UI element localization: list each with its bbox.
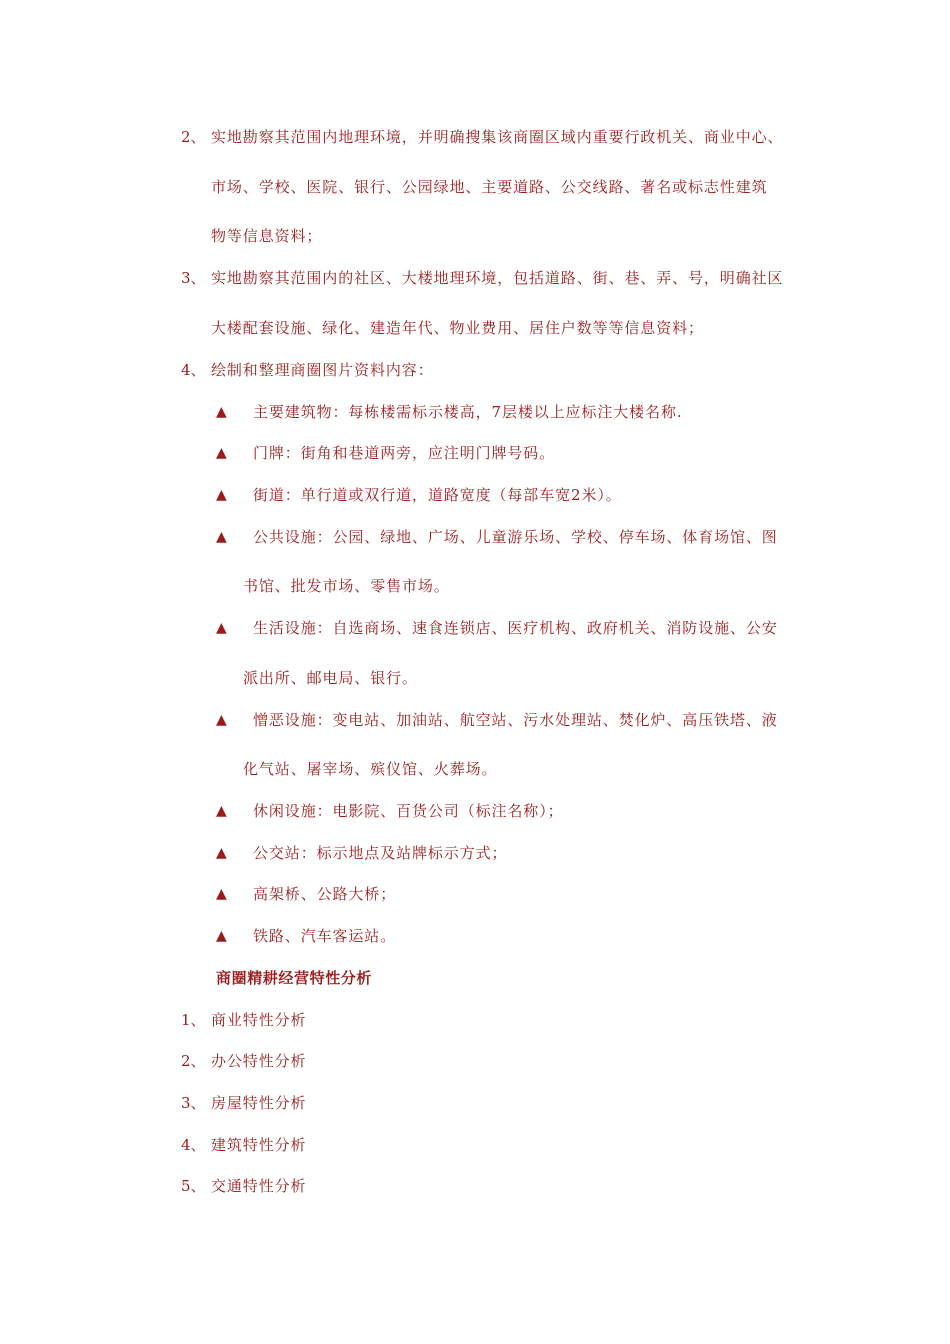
triangle-bullet-icon: ▲ [216,886,227,902]
bullet-text: 化气站、屠宰场、殡仪馆、火葬场。 [243,760,498,778]
bullet-text: 公交站：标示地点及站牌标示方式； [253,844,508,862]
bullet-text: 生活设施：自选商场、速食连锁店、医疗机构、政府机关、消防设施、公安 [253,619,778,637]
list-item-text: 实地勘察其范围内地理环境，并明确搜集该商圈区域内重要行政机关、商业中心、 [211,128,784,146]
analysis-text: 房屋特性分析 [211,1094,307,1112]
list-number: 5、 [181,1177,206,1195]
triangle-bullet-icon: ▲ [216,620,227,636]
list-number: 4、 [181,1136,206,1154]
list-number: 3、 [181,1094,206,1112]
triangle-bullet-icon: ▲ [216,712,227,728]
triangle-bullet-icon: ▲ [216,404,227,420]
bullet-text: 铁路、汽车客运站。 [253,927,397,945]
analysis-text: 建筑特性分析 [211,1136,307,1154]
bullet-text: 派出所、邮电局、银行。 [243,669,418,687]
triangle-bullet-icon: ▲ [216,487,227,503]
bullet-text: 街道：单行道或双行道，道路宽度（每部车宽2米）。 [253,486,622,504]
list-number: 3、 [181,269,206,287]
bullet-text: 休闲设施：电影院、百货公司（标注名称）； [253,802,564,820]
bullet-text: 门牌：街角和巷道两旁，应注明门牌号码。 [253,444,556,462]
bullet-text: 高架桥、公路大桥； [253,885,397,903]
triangle-bullet-icon: ▲ [216,803,227,819]
triangle-bullet-icon: ▲ [216,529,227,545]
list-item-text: 市场、学校、医院、银行、公园绿地、主要道路、公交线路、著名或标志性建筑 [211,178,768,196]
bullet-text: 书馆、批发市场、零售市场。 [243,577,450,595]
analysis-text: 办公特性分析 [211,1052,307,1070]
list-number: 2、 [181,128,206,146]
triangle-bullet-icon: ▲ [216,845,227,861]
bullet-text: 公共设施：公园、绿地、广场、儿童游乐场、学校、停车场、体育场馆、图 [253,528,778,546]
triangle-bullet-icon: ▲ [216,445,227,461]
list-item-text: 实地勘察其范围内的社区、大楼地理环境，包括道路、街、巷、弄、号，明确社区 [211,269,784,287]
list-number: 2、 [181,1052,206,1070]
triangle-bullet-icon: ▲ [216,928,227,944]
analysis-text: 交通特性分析 [211,1177,307,1195]
list-item-text: 物等信息资料； [211,227,323,245]
bullet-text: 主要建筑物：每栋楼需标示楼高，7层楼以上应标注大楼名称. [253,403,683,421]
list-number: 4、 [181,361,206,379]
list-number: 1、 [181,1011,206,1029]
analysis-text: 商业特性分析 [211,1011,307,1029]
list-item-text: 绘制和整理商圈图片资料内容： [211,361,434,379]
bullet-text: 憎恶设施：变电站、加油站、航空站、污水处理站、焚化炉、高压铁塔、液 [253,711,778,729]
section-heading: 商圈精耕经营特性分析 [216,969,373,987]
list-item-text: 大楼配套设施、绿化、建造年代、物业费用、居住户数等等信息资料； [211,319,704,337]
